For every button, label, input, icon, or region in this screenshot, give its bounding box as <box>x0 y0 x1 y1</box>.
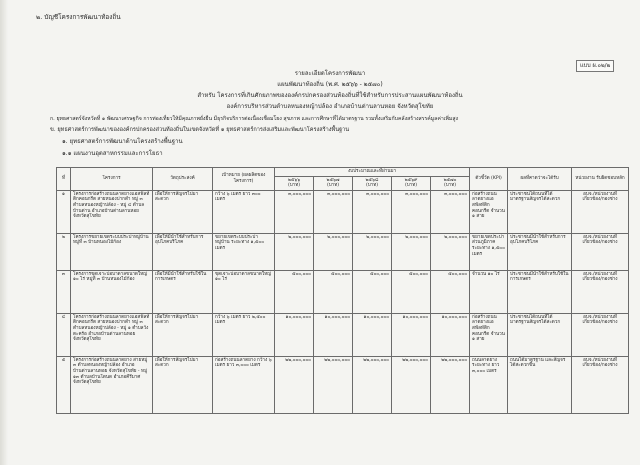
cell-target: ขยายเขตระบบประปาหมู่บ้าน ระยะทาง ๑,๕๐๐ เมตร <box>213 233 275 270</box>
cell-budget: ๓,๐๐๐,๐๐๐ <box>431 190 470 233</box>
cell-kpi: จำนวน ๑๐ ไร่ <box>470 270 508 313</box>
cell-objective: เพื่อให้มีน้ำใช้สำหรับการอุปโภคบริโภค <box>153 233 213 270</box>
cell-kpi: ถนนลาดยางระยะทาง ยาว ๓,๐๐๐ เมตร <box>470 356 508 413</box>
title-line-2: แผนพัฒนาท้องถิ่น (พ.ศ. ๒๕๖๖ - ๒๕๗๐) <box>277 81 383 88</box>
cell-target: กว้าง ๖ เมตร ยาว ๓๐๐ เมตร <box>213 190 275 233</box>
cell-budget: ๒๒,๐๐๐,๐๐๐ <box>275 356 314 413</box>
header-year: ๒๕๖๙ (บาท) <box>392 176 431 190</box>
table-row <box>57 356 629 413</box>
cell-budget: ๒,๐๐๐,๐๐๐ <box>353 233 392 270</box>
table-row <box>57 313 629 356</box>
header-no: ที่ <box>57 168 71 191</box>
cell-result: ประชาชนได้ถนนที่ได้มาตรฐานสัญจรได้สะดวก <box>508 190 572 233</box>
cell-agency: อบจ./หน่วยงานที่เกี่ยวข้อง/กองช่าง <box>572 233 629 270</box>
strategy-development: ๑. ยุทธศาสตร์การพัฒนาด้านโครงสร้างพื้นฐาน <box>62 138 183 145</box>
cell-target: กว้าง ๖ เมตร ยาว ๒,๕๐๐ เมตร <box>213 313 275 356</box>
cell-agency: อบจ./หน่วยงานที่เกี่ยวข้อง/กองช่าง <box>572 190 629 233</box>
cell-objective: เพื่อให้การสัญจรไปมาสะดวก <box>153 313 213 356</box>
cell-budget: ๑๐,๐๐๐,๐๐๐ <box>314 313 353 356</box>
cell-project: โครงการก่อสร้างถนนลาดยางแอสฟัลท์ติกคอนกรีต สายหนองปากดำ หมู่ ๓ ตำบลหนองหญ้าปล้อง - หมู่ ๔ ตำบลบ้านด่าน อำเภอบ้านด่านลานหอย จังหวัดสุโขทัย <box>71 190 153 233</box>
cell-budget: ๓,๐๐๐,๐๐๐ <box>392 190 431 233</box>
cell-budget: ๕๐๐,๐๐๐ <box>353 270 392 313</box>
header-year: ๒๕๗๐ (บาท) <box>431 176 470 190</box>
cell-budget: ๕๐๐,๐๐๐ <box>431 270 470 313</box>
strategy-province: ก. ยุทธศาสตร์จังหวัดที่ ๑ พัฒนาเศรษฐกิจ การท่องเที่ยวให้มีคุณภาพยั่งยืน มีธุรกิจบริการต่อเนื่องเชื่อมโยง สุขภาพ และการศึกษาที่ได้มาตรฐาน รวมทั้งเสริมกับคลังสร้างสรรค์มูลค่าเพิ่มสูง <box>50 116 459 122</box>
cell-budget: ๑๐,๐๐๐,๐๐๐ <box>392 313 431 356</box>
cell-result: ประชาชนมีน้ำใช้สำหรับใช้ในการเกษตร <box>508 270 572 313</box>
cell-budget: ๓,๐๐๐,๐๐๐ <box>275 190 314 233</box>
cell-agency: อบจ./หน่วยงานที่เกี่ยวข้อง/กองช่าง <box>572 356 629 413</box>
table-row <box>57 190 629 233</box>
work-plan: ๑.๑ แผนงานอุตสาหกรรมและการโยธา <box>62 150 163 157</box>
table-row <box>57 233 629 270</box>
cell-result: ประชาชนมีน้ำใช้สำหรับการอุปโภคบริโภค <box>508 233 572 270</box>
cell-agency: อบจ./หน่วยงานที่เกี่ยวข้อง/กองช่าง <box>572 313 629 356</box>
table-header-row <box>57 168 629 177</box>
header-kpi: ตัวชี้วัด (KPI) <box>470 168 508 191</box>
cell-target: ก่อสร้างถนนลาดยาง กว้าง ๖ เมตร ยาว ๓,๐๐๐ เมตร <box>213 356 275 413</box>
cell-result: ประชาชนได้ถนนที่ได้มาตรฐานสัญจรได้สะดวก <box>508 313 572 356</box>
header-year: ๒๕๖๘ (บาท) <box>353 176 392 190</box>
cell-objective: เพื่อให้การสัญจรไปมาสะดวก <box>153 356 213 413</box>
cell-project: โครงการก่อสร้างถนนลาดยางแอสฟัลท์ติกคอนกรีต สายหนองปากดำ หมู่ ๓ ตำบลหนองหญ้าปล้อง - หมู่ ๑ ตำบลวังตะคร้อ อำเภอบ้านด่านลานหอย จังหวัดสุโขทัย <box>71 313 153 356</box>
cell-budget: ๓,๐๐๐,๐๐๐ <box>314 190 353 233</box>
cell-kpi: ก่อสร้างถนนลาดยางแอสฟัลท์ติกคอนกรีต จำนวน ๑ สาย <box>470 313 508 356</box>
cell-project: โครงการขยายเขตระบบประปาหมู่บ้าน หมู่ที่ ๓ บ้านหนองไม้ก้อง <box>71 233 153 270</box>
header-agency: หน่วยงาน รับผิดชอบหลัก <box>572 168 629 191</box>
cell-kpi: ก่อสร้างถนนลาดยางแอสฟัลท์ติกคอนกรีต จำนวน ๑ สาย <box>470 190 508 233</box>
cell-budget: ๒๒,๐๐๐,๐๐๐ <box>314 356 353 413</box>
cell-budget: ๕๐๐,๐๐๐ <box>392 270 431 313</box>
title-line-1: รายละเอียดโครงการพัฒนา <box>294 70 366 77</box>
header-year: ๒๕๖๖ (บาท) <box>275 176 314 190</box>
cell-no: ๒ <box>57 233 71 270</box>
scan-edge-shadow <box>0 0 8 465</box>
document-heading: ๒. บัญชีโครงการพัฒนาท้องถิ่น <box>36 13 121 21</box>
cell-objective: เพื่อให้มีน้ำใช้สำหรับใช้ในการเกษตร <box>153 270 213 313</box>
strategy-local: ข. ยุทธศาสตร์การพัฒนาขององค์กรปกครองส่วนท้องถิ่นในเขตจังหวัดที่ ๑ ยุทธศาสตร์การส่งเสริมและพัฒนาโครงสร้างพื้นฐาน <box>50 127 350 133</box>
header-target: เป้าหมาย (ผลผลิตของโครงการ) <box>213 168 275 191</box>
cell-budget: ๕๐๐,๐๐๐ <box>275 270 314 313</box>
cell-no: ๕ <box>57 356 71 413</box>
cell-no: ๓ <box>57 270 71 313</box>
cell-kpi: ขยายเขตประปาส่วนภูมิภาค ระยะทาง ๑,๕๐๐ เมตร <box>470 233 508 270</box>
cell-budget: ๒,๐๐๐,๐๐๐ <box>392 233 431 270</box>
cell-budget: ๒,๐๐๐,๐๐๐ <box>314 233 353 270</box>
header-objective: วัตถุประสงค์ <box>153 168 213 191</box>
cell-budget: ๒๒,๐๐๐,๐๐๐ <box>392 356 431 413</box>
title-line-3: สำหรับ โครงการที่เกินศักยภาพขององค์กรปกครองส่วนท้องถิ่นที่ใช้สำหรับการประสานแผนพัฒนาท้องถิ่น <box>197 92 463 99</box>
cell-budget: ๒,๐๐๐,๐๐๐ <box>275 233 314 270</box>
cell-project: โครงการขุดเจาะบ่อบาดาลขนาดใหญ่ ๑๐ ไร่ หมู่ที่ ๓ บ้านหนองไม้ก้อง <box>71 270 153 313</box>
cell-no: ๔ <box>57 313 71 356</box>
title-line-4: องค์การบริหารส่วนตำบลหนองหญ้าปล้อง อำเภอบ้านด่านลานหอย จังหวัดสุโขทัย <box>226 103 434 110</box>
cell-budget: ๓,๐๐๐,๐๐๐ <box>353 190 392 233</box>
cell-target: ขุดเจาะบ่อบาดาลขนาดใหญ่ ๑๐ ไร่ <box>213 270 275 313</box>
cell-budget: ๒๒,๐๐๐,๐๐๐ <box>353 356 392 413</box>
cell-project: โครงการก่อสร้างถนนลาดยาง สายหมู่ ๓ ตำบลหนองหญ้าปล้อง อำเภอบ้านด่านลานหอย จังหวัดสุโขทัย - หมู่ ๑๓ ตำบลบ้านโตนด อำเภอคีรีมาศ จังหวัดสุโขทัย <box>71 356 153 413</box>
header-result: ผลที่คาดว่าจะได้รับ <box>508 168 572 191</box>
cell-budget: ๒๒,๐๐๐,๐๐๐ <box>431 356 470 413</box>
cell-budget: ๑๐,๐๐๐,๐๐๐ <box>431 313 470 356</box>
cell-budget: ๑๐,๐๐๐,๐๐๐ <box>353 313 392 356</box>
cell-result: ถนนได้มาตรฐาน และสัญจรได้สะดวกขึ้น <box>508 356 572 413</box>
cell-budget: ๑๐,๐๐๐,๐๐๐ <box>275 313 314 356</box>
form-code-badge: แบบ ผ.๐๒/๒ <box>576 60 614 72</box>
cell-budget: ๕๐๐,๐๐๐ <box>314 270 353 313</box>
header-year: ๒๕๖๗ (บาท) <box>314 176 353 190</box>
header-project: โครงการ <box>71 168 153 191</box>
cell-objective: เพื่อให้การสัญจรไปมาสะดวก <box>153 190 213 233</box>
project-table <box>56 167 629 414</box>
cell-no: ๑ <box>57 190 71 233</box>
cell-agency: อบจ./หน่วยงานที่เกี่ยวข้อง/กองช่าง <box>572 270 629 313</box>
table-row <box>57 270 629 313</box>
cell-budget: ๒,๐๐๐,๐๐๐ <box>431 233 470 270</box>
header-budget: งบประมาณและที่ผ่านมา <box>275 168 470 177</box>
